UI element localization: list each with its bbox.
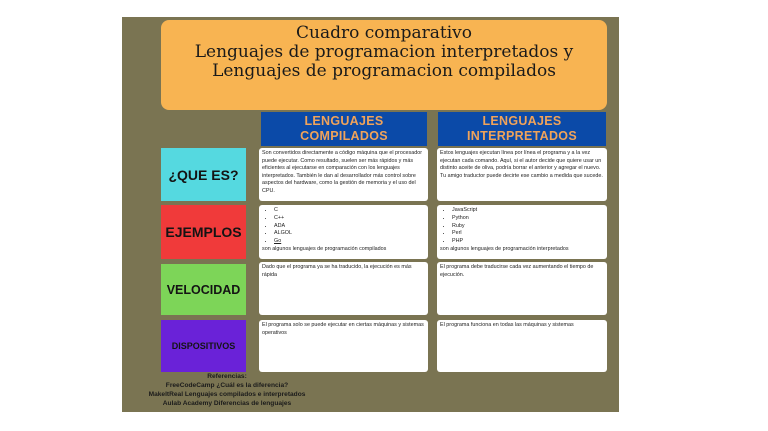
header-interpreted-line-1: LENGUAJES [482, 114, 562, 128]
list-item: • Ruby [452, 223, 604, 231]
cell-velocidad-interpreted: El programa debe traducirse cada vez aumentando el tiempo de ejecución. [437, 262, 607, 315]
cell-velocidad-compiled: Dado que el programa ya se ha traducido, la ejecución es más rápida [259, 262, 428, 315]
list-item: • C++ [274, 215, 425, 223]
row-label-dispositivos: DISPOSITIVOS [161, 320, 246, 372]
header-compiled-line-2: COMPILADOS [300, 129, 388, 143]
reference-item: FreeCodeCamp ¿Cuál es la diferencia? [165, 382, 289, 389]
title-box [161, 20, 607, 110]
title-line-1: Cuadro comparativo [295, 23, 472, 43]
cell-ejemplos-compiled [259, 205, 428, 259]
list-item: • JavaScript [452, 207, 604, 215]
references-heading: Referencias: [207, 373, 247, 380]
row-label-ejemplos: EJEMPLOS [161, 205, 246, 259]
cell-que-es-compiled: Son convertidos directamente a código máquina que el procesador puede ejecutar. Como resultado, suelen ser más rápidos y más eficientes al ejecutarse en comparación con los lenguajes interpretados. También le dan al desarrollador más control sobre aspectos del hardware, como la gestión de memoria y el uso del CPU. [259, 148, 428, 201]
header-compiled-line-1: LENGUAJES [304, 114, 384, 128]
references [122, 372, 332, 408]
list-item: • PHP [452, 238, 604, 246]
list-item: • ALGOL [274, 230, 425, 238]
list-interpreted-examples [440, 207, 604, 246]
list-compiled-examples [262, 207, 425, 246]
row-label-velocidad: VELOCIDAD [161, 264, 246, 315]
header-interpreted-line-2: INTERPRETADOS [467, 129, 577, 143]
list-item: • Python [452, 215, 604, 223]
list-item: • Perl [452, 230, 604, 238]
title-line-3: Lenguajes de programacion compilados [212, 61, 556, 81]
cell-dispositivos-compiled: El programa solo se puede ejecutar en ciertas máquinas y sistemas operativos [259, 320, 428, 372]
compiled-examples-note: son algunos lenguajes de programación compilados [262, 245, 387, 252]
row-label-que-es: ¿QUE ES? [161, 148, 246, 201]
cell-dispositivos-interpreted: El programa funciona en todas las máquinas y sistemas [437, 320, 607, 372]
header-interpreted [438, 112, 606, 146]
reference-item: MakeItReal Lenguajes compilados e interpretados [148, 391, 306, 398]
list-item: • ADA [274, 223, 425, 231]
title-line-2: Lenguajes de programacion interpretados y [194, 42, 574, 62]
list-item: • C [274, 207, 425, 215]
cell-ejemplos-interpreted [437, 205, 607, 259]
cell-que-es-interpreted: Estos lenguajes ejecutan línea por línea el programa y a la vez ejecutan cada comando. Aquí, si el autor decide que quiere usar un distinto aceite de oliva, podría borrar el anterior y agregar el nuevo. Tu amigo traductor puede decirte ese cambio a medida que sucede. [437, 148, 607, 201]
list-item: • Go [274, 238, 425, 246]
interpreted-examples-note: son algunos lenguajes de programación interpretados [440, 245, 569, 252]
header-compiled [261, 112, 427, 146]
reference-item: Aulab Academy Diferencias de lenguajes [162, 400, 292, 407]
